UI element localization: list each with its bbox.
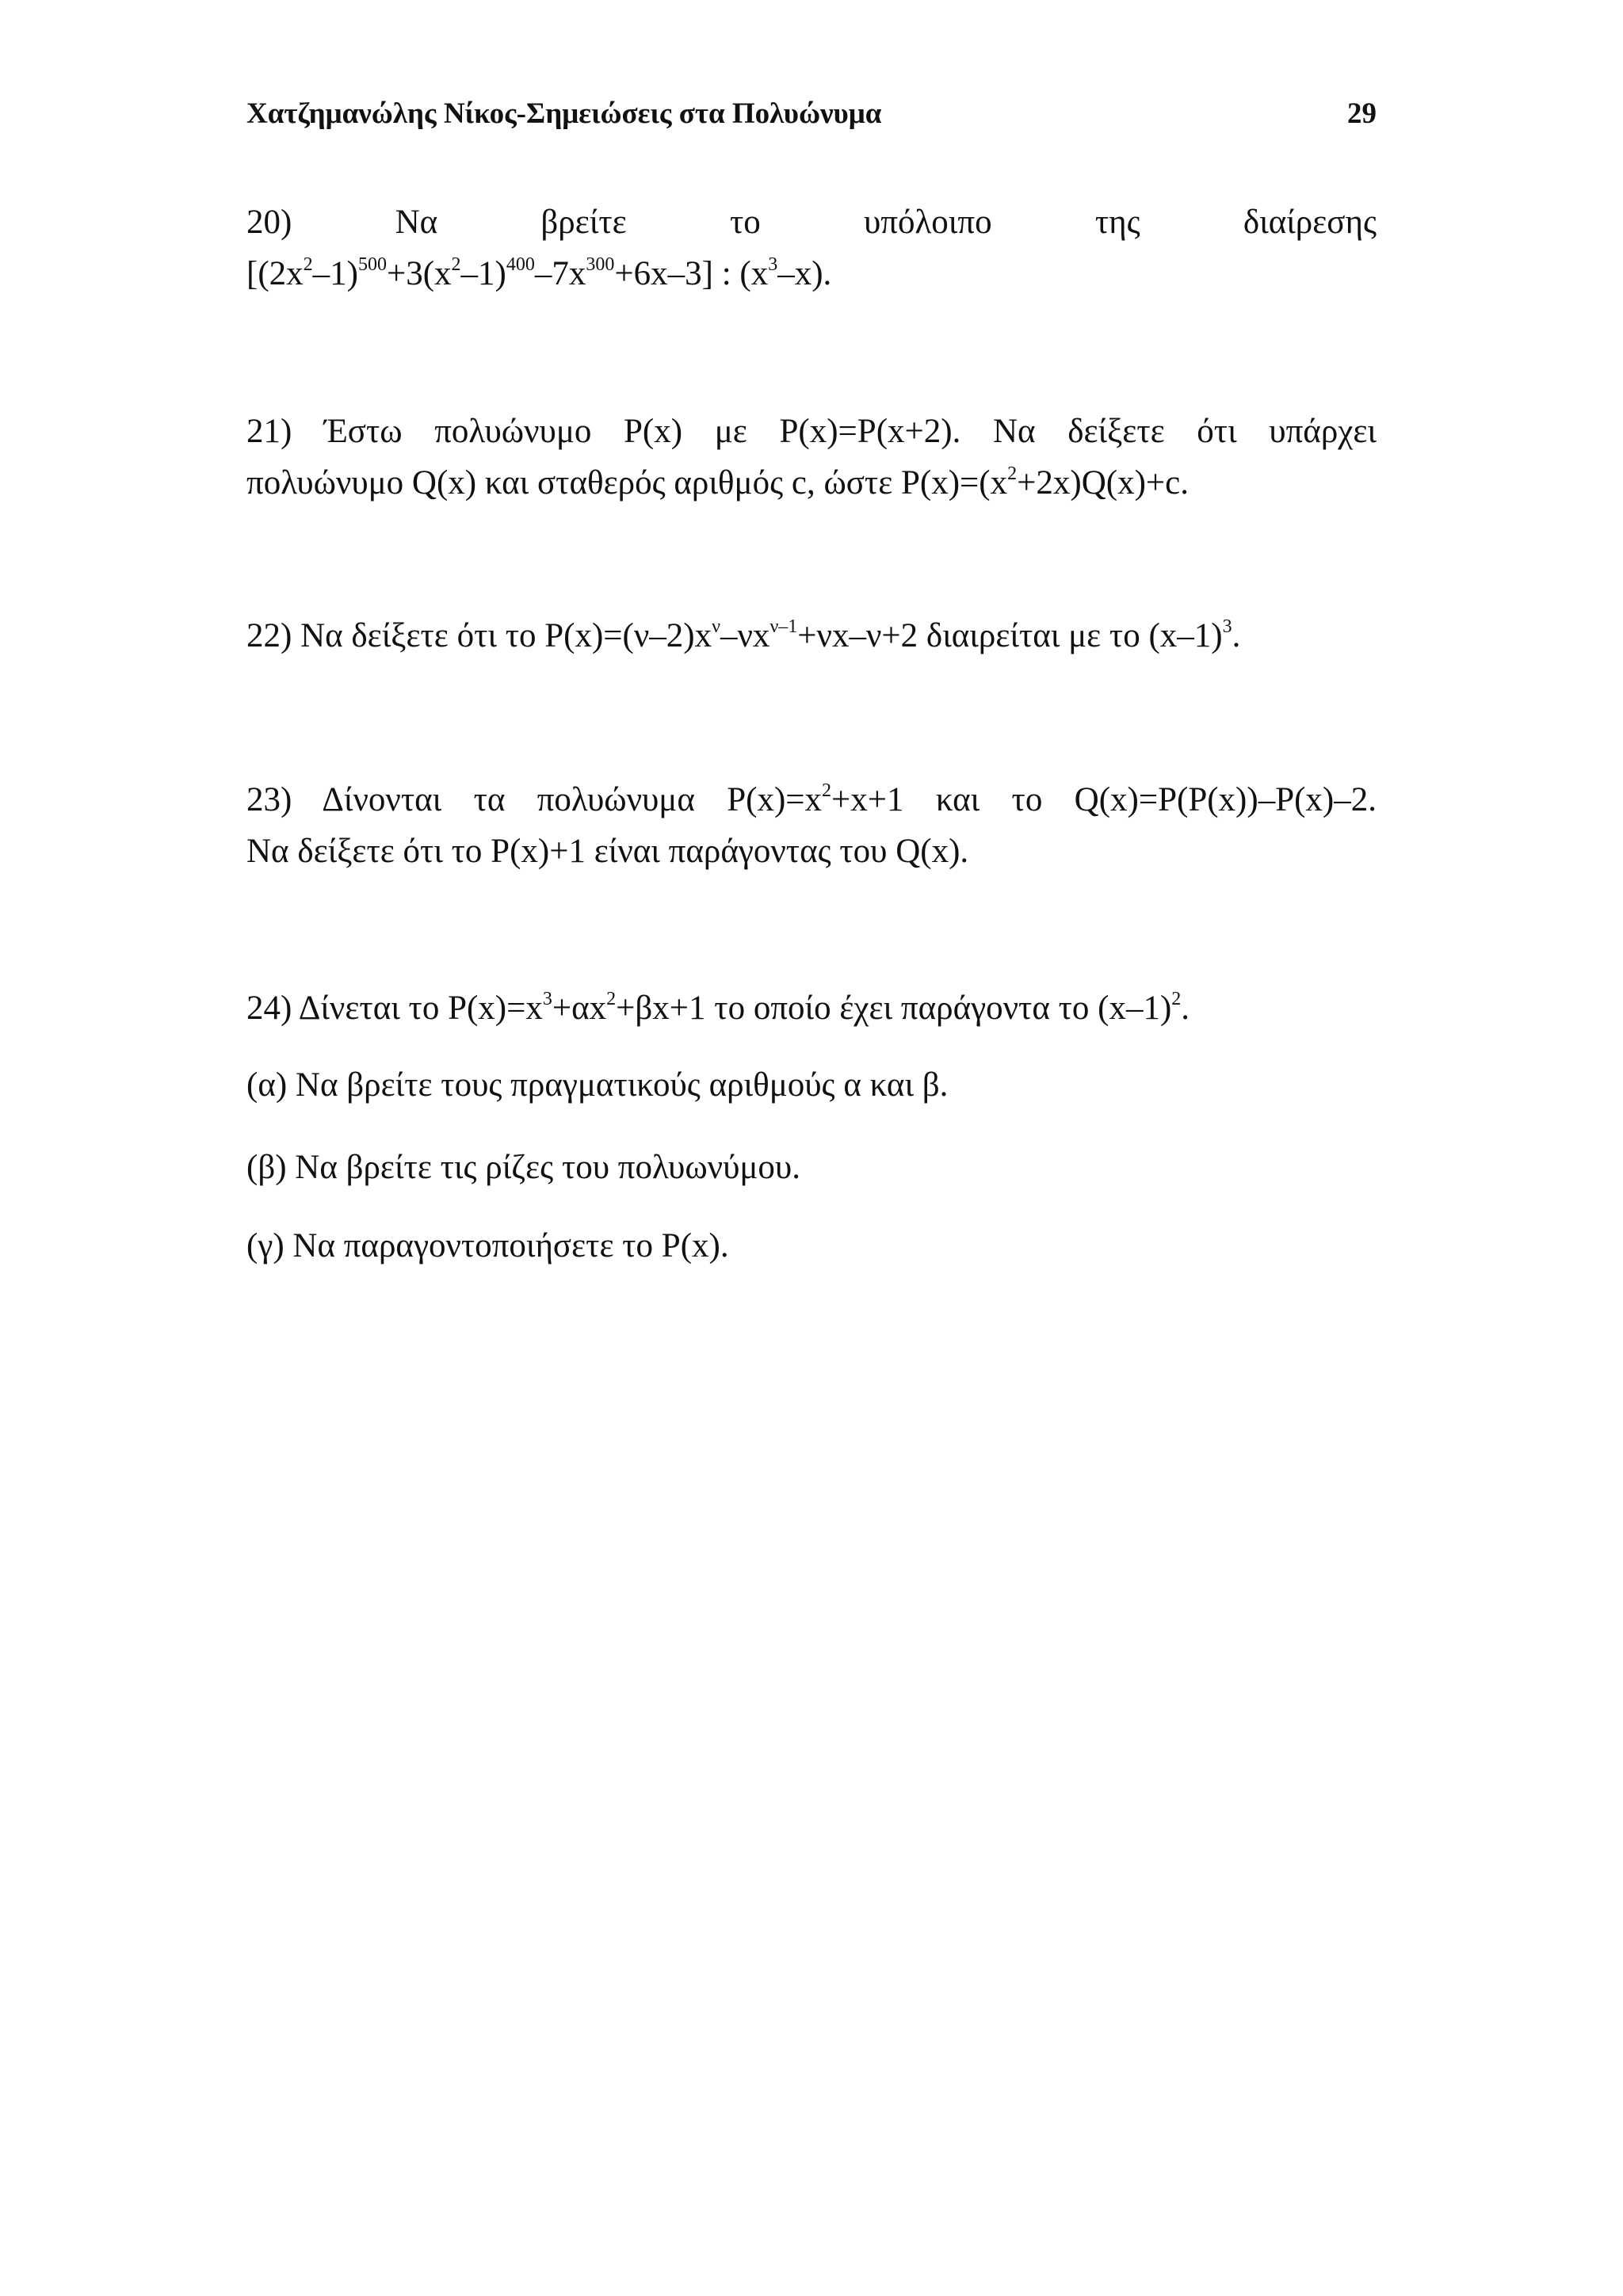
problem-24-item-b: (β) Να βρείτε τις ρίζες του πολυωνύμου. — [246, 1149, 800, 1186]
page-header — [246, 97, 1377, 136]
problem-21 — [246, 406, 1377, 509]
document-title: Χατζημανώλης Νίκος-Σημειώσεις στα Πολυώνυμα — [246, 97, 882, 130]
problem-24-line-1: 24) Δίνεται το $P(x)=x^3+\alpha x^2+\beta x+1$ το οποίο έχει παράγοντα το $(x-1)^2$. — [246, 989, 1190, 1027]
problem-21-line-2: πολυώνυμο Q(x) και σταθερός αριθμός c, ώστε $P(x)=(x^2+2x)Q(x)+c$. — [246, 463, 1189, 502]
problem-20-expression: $[(2x^2-1)^{500}+3(x^2-1)^{400}-7x^{300}+6x-3]$ : $(x^3-x)$. — [246, 254, 832, 292]
problem-20 — [246, 196, 1377, 299]
problem-22 — [246, 610, 1377, 662]
problem-20-line-1: 20) Να βρείτε το υπόλοιπο της διαίρεσης — [246, 204, 1377, 241]
page-number: 29 — [1347, 97, 1377, 130]
problem-23-line-2: Να δείξετε ότι το P(x)+1 είναι παράγοντας του Q(x). — [246, 833, 969, 870]
problem-23 — [246, 774, 1377, 877]
problem-21-line-1: 21) Έστω πολυώνυμο P(x) με P(x)=P(x+2). Να δείξετε ότι υπάρχει — [246, 413, 1377, 450]
problem-24-item-c: (γ) Να παραγοντοποιήσετε το P(x). — [246, 1227, 729, 1264]
problem-24 — [246, 982, 1377, 1034]
problem-23-line-1: 23) Δίνονται τα πολυώνυμα $P(x)=x^2+x+1$ και το Q(x)=P(P(x))–P(x)–2. — [246, 780, 1377, 818]
problem-24-item-a: (α) Να βρείτε τους πραγματικούς αριθμούς α και β. — [246, 1066, 949, 1104]
problem-22-line-1: 22) Να δείξετε ότι το $P(x)=(\nu-2)x^\nu-\nu x^{\nu-1}+\nu x-\nu+2$ διαιρείται με το $(x-1)^3$. — [246, 616, 1241, 654]
